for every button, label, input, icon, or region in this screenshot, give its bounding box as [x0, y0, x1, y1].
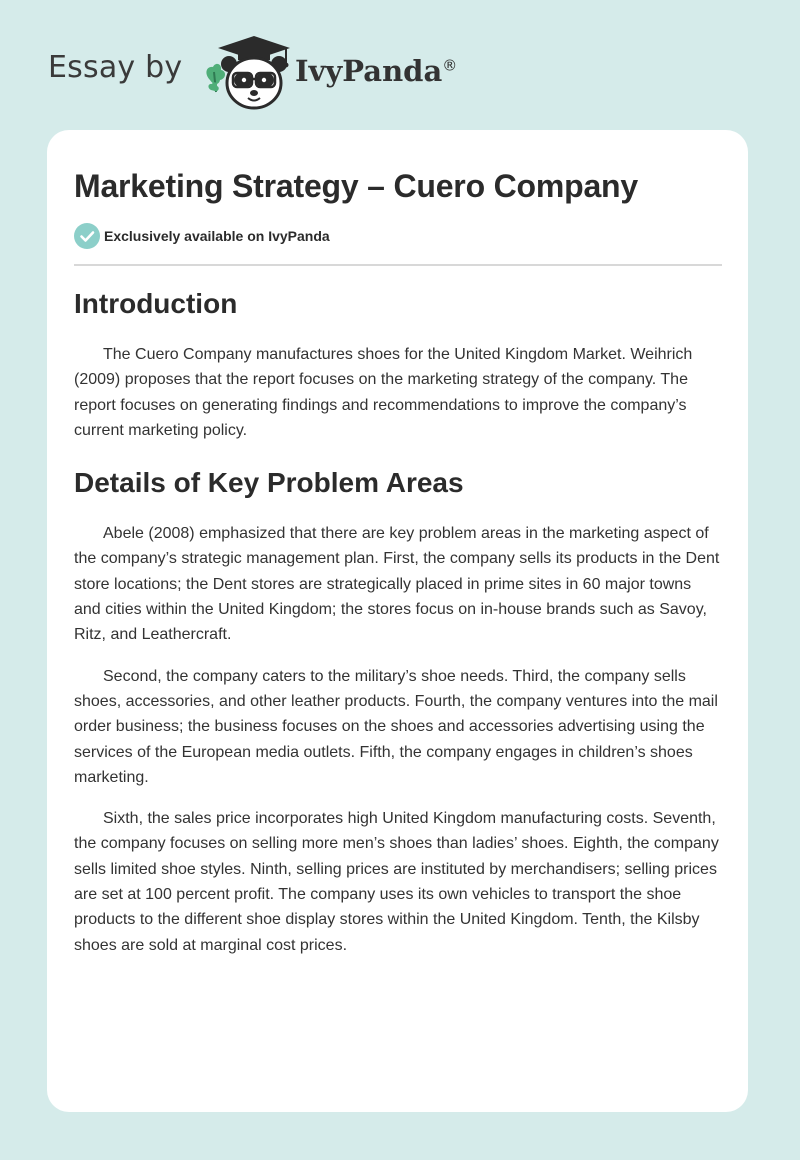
brand-name[interactable]	[295, 54, 457, 88]
brand-name-text: IvyPanda	[295, 54, 443, 88]
exclusive-badge-label: Exclusively available on IvyPanda	[104, 228, 330, 244]
exclusive-badge	[74, 223, 722, 249]
paragraph: Abele (2008) emphasized that there are key problem areas in the marketing aspect of the company’s strategic management plan. First, the company sells its products in the Dent store locations; the Dent stores are strategically placed in prime sites in 60 major towns and cities within the United Kingdom; the stores focus on in-house brands such as Savoy, Ritz, and Leathercraft.	[74, 525, 720, 644]
registered-mark: ®	[442, 56, 458, 75]
essay-title: Marketing Strategy – Cuero Company	[74, 168, 638, 204]
essay-content	[74, 166, 722, 958]
panda-graduate-icon[interactable]	[202, 34, 294, 110]
title-divider	[74, 264, 722, 266]
essay-by-label: Essay by	[48, 50, 183, 85]
section-heading-introduction: Introduction	[74, 288, 238, 319]
essay-card	[47, 130, 748, 1112]
site-header	[48, 34, 548, 114]
section-heading-key-problem-areas: Details of Key Problem Areas	[74, 467, 464, 499]
paragraph: Sixth, the sales price incorporates high United Kingdom manufacturing costs. Seventh, the company focuses on selling more men’s shoes than ladies’ shoes. Eighth, the company sells limited shoe styles. Ninth, selling prices are instituted by merchandisers; selling prices are set at 100 percent profit. The company uses its own vehicles to transport the shoe products to the different shoe display stores within the United Kingdom. Tenth, the Kilsby shoes are sold at marginal cost prices.	[74, 810, 719, 954]
paragraph: The Cuero Company manufactures shoes for the United Kingdom Market. Weihrich (2009) proposes that the report focuses on the marketing strategy of the company. The report focuses on generating findings and recommendations to improve the company’s current marketing policy.	[74, 346, 693, 439]
check-circle-icon	[74, 223, 100, 249]
paragraph: Second, the company caters to the military’s shoe needs. Third, the company sells shoes, accessories, and other leather products. Fourth, the company ventures into the mail order business; the business focuses on the shoes and accessories advertising using the services of the European media outlets. Fifth, the company engages in children’s shoes marketing.	[74, 667, 718, 786]
